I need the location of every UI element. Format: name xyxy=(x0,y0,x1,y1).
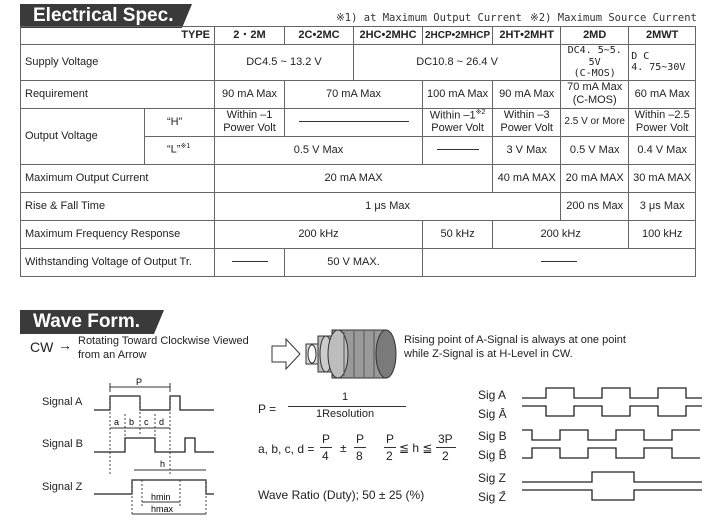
rise-fall-value-3: 3 μs Max xyxy=(629,192,696,220)
supply-voltage-value-1: DC4.5 ~ 13.2 V xyxy=(215,45,354,81)
withstanding-dash-2 xyxy=(423,248,696,276)
sig-z-wave xyxy=(522,472,702,482)
hollow-arrow-icon xyxy=(272,339,300,369)
sig-a-wave xyxy=(522,388,702,398)
sig-b-bar-wave xyxy=(522,448,700,458)
max-output-current-value-2: 40 mA MAX xyxy=(493,164,561,192)
max-output-current-value-1: 20 mA MAX xyxy=(215,164,493,192)
output-h-label: “H” xyxy=(145,108,215,136)
max-output-current-row xyxy=(21,164,696,192)
sig-z-bar-wave xyxy=(522,490,702,500)
model-2c-2mc: 2C•2MC xyxy=(285,27,354,45)
abcd-d: d xyxy=(159,417,165,427)
footnote-1: ※1) at Maximum Output Current xyxy=(336,12,522,24)
model-2ht-2mht: 2HT•2MHT xyxy=(493,27,561,45)
rise-fall-value-2: 200 ns Max xyxy=(561,192,629,220)
hmin-label: hmin xyxy=(151,492,171,502)
abcd-c: c xyxy=(144,417,149,427)
max-output-current-label: Maximum Output Current xyxy=(21,164,215,192)
type-label: TYPE xyxy=(21,27,215,45)
output-voltage-h-row xyxy=(21,108,696,136)
frac4-den: 2 xyxy=(442,449,449,463)
requirement-value-3: 100 mA Max xyxy=(423,80,493,108)
supply-voltage-value-4: D C 4. 75~30V xyxy=(629,45,696,81)
signal-b-label: Signal B xyxy=(42,438,83,450)
rising-line-1: Rising point of A-Signal is always at one point xyxy=(404,334,626,346)
sig-b-bar-label: Sig B̄ xyxy=(478,448,507,462)
electrical-spec-title: Electrical Spec. xyxy=(33,5,174,26)
signal-a-label: Signal A xyxy=(42,396,83,408)
max-output-current-value-4: 30 mA MAX xyxy=(629,164,696,192)
output-l-label: “L”$^{※1}$ xyxy=(145,136,215,164)
supply-voltage-value-2: DC10.8 ~ 26.4 V xyxy=(354,45,561,81)
sig-a-bar-wave xyxy=(522,406,702,416)
sig-z-bar-label: Sig Z̄ xyxy=(478,490,507,504)
frac1-num: P xyxy=(322,432,331,446)
formula-p-left: P = xyxy=(258,402,277,416)
withstanding-row xyxy=(21,248,696,276)
output-l-value-3: 3 V Max xyxy=(493,136,561,164)
supply-voltage-label: Supply Voltage xyxy=(21,45,215,81)
max-frequency-value-2: 50 kHz xyxy=(423,220,493,248)
max-frequency-value-4: 100 kHz xyxy=(629,220,696,248)
abcd-b: b xyxy=(129,417,135,427)
model-2mwt: 2MWT xyxy=(629,27,696,45)
output-voltage-label: Output Voltage xyxy=(21,108,145,164)
cw-label: CW xyxy=(30,339,54,355)
frac2-bar xyxy=(354,447,366,448)
max-frequency-value-3: 200 kHz xyxy=(493,220,629,248)
sig-b-label: Sig B xyxy=(478,429,507,443)
output-l-value-5: 0.4 V Max xyxy=(629,136,696,164)
requirement-label: Requirement xyxy=(21,80,215,108)
timing-diagram xyxy=(94,376,214,520)
abcd-a: a xyxy=(114,417,120,427)
electrical-spec-table xyxy=(20,26,696,277)
frac1-bar xyxy=(320,447,332,448)
withstanding-dash-1 xyxy=(215,248,285,276)
frac3-den: 2 xyxy=(386,449,393,463)
output-l-value-1: 0.5 V Max xyxy=(215,136,423,164)
rise-fall-value-1: 1 μs Max xyxy=(215,192,561,220)
output-h-value-1: Within –1 Power Volt xyxy=(215,108,285,136)
requirement-row xyxy=(21,80,696,108)
max-frequency-row xyxy=(21,220,696,248)
max-frequency-value-1: 200 kHz xyxy=(215,220,423,248)
requirement-value-1: 90 mA Max xyxy=(215,80,285,108)
sig-b-wave xyxy=(522,430,700,440)
rotating-line-1: Rotating Toward Clockwise Viewed xyxy=(78,335,249,347)
frac2-num: P xyxy=(356,432,365,446)
output-h-value-3: Within –1$^{※2}$ Power Volt xyxy=(423,108,493,136)
h-label: h xyxy=(160,459,166,469)
hmax-label: hmax xyxy=(151,504,174,514)
output-h-dash xyxy=(285,108,423,136)
formula-p-bar xyxy=(288,406,406,407)
model-2hcp-2mhcp: 2HCP•2MHCP xyxy=(423,27,493,45)
frac3-bar xyxy=(384,447,396,448)
frac4-bar xyxy=(436,447,456,448)
model-2-2m: 2・2M xyxy=(215,27,285,45)
h-range: ≦ h ≦ xyxy=(399,441,433,455)
electrical-spec-header xyxy=(20,4,182,28)
frac3-num: P xyxy=(386,432,395,446)
sig-a-bar-label: Sig Ā xyxy=(478,407,507,421)
frac2-den: 8 xyxy=(356,449,363,463)
formula-abcd-left: a, b, c, d = xyxy=(258,442,315,456)
output-h-value-4: Within –3 Power Volt xyxy=(493,108,561,136)
encoder-illustration xyxy=(268,324,402,386)
formula-p-den: 1Resolution xyxy=(316,408,375,420)
model-2hc-2mhc: 2HC•2MHC xyxy=(354,27,423,45)
max-frequency-label: Maximum Frequency Response xyxy=(21,220,215,248)
rise-fall-label: Rise & Fall Time xyxy=(21,192,215,220)
p-label: P xyxy=(136,377,143,387)
formula-p xyxy=(258,392,418,424)
wave-ratio: Wave Ratio (Duty); 50 ± 25 (%) xyxy=(258,488,425,502)
wave-form-title: Wave Form. xyxy=(33,311,140,332)
supply-voltage-value-3: DC4. 5~5. 5V (C-MOS) xyxy=(561,45,629,81)
sig-z-label: Sig Z xyxy=(478,471,507,485)
requirement-value-4: 90 mA Max xyxy=(493,80,561,108)
frac4-num: 3P xyxy=(438,432,453,446)
plus-minus: ± xyxy=(340,441,347,455)
output-l-value-4: 0.5 V Max xyxy=(561,136,629,164)
wave-form-header xyxy=(20,310,154,334)
table-header-row xyxy=(21,27,696,45)
requirement-value-6: 60 mA Max xyxy=(629,80,696,108)
formula-p-num: 1 xyxy=(342,391,349,403)
frac1-den: 4 xyxy=(322,449,329,463)
supply-voltage-row xyxy=(21,45,696,81)
footnote-2: ※2) Maximum Source Current xyxy=(530,12,697,24)
sig-a-label: Sig A xyxy=(478,388,507,402)
withstanding-value-1: 50 V MAX. xyxy=(285,248,423,276)
rising-line-2: while Z-Signal is at H-Level in CW. xyxy=(404,348,573,360)
withstanding-label: Withstanding Voltage of Output Tr. xyxy=(21,248,215,276)
rotating-line-2: from an Arrow xyxy=(78,349,147,361)
formula-abcd xyxy=(258,432,458,464)
signal-complement-waves xyxy=(522,386,702,510)
output-h-value-5: 2.5 V or More xyxy=(561,108,629,136)
model-2md: 2MD xyxy=(561,27,629,45)
rise-fall-row xyxy=(21,192,696,220)
signal-z-label: Signal Z xyxy=(42,481,83,493)
cw-arrow: → xyxy=(58,337,72,353)
max-output-current-value-3: 20 mA MAX xyxy=(561,164,629,192)
output-h-value-6: Within –2.5 Power Volt xyxy=(629,108,696,136)
requirement-value-2: 70 mA Max xyxy=(285,80,423,108)
requirement-value-5: 70 mA Max (C-MOS) xyxy=(561,80,629,108)
output-l-dash xyxy=(423,136,493,164)
